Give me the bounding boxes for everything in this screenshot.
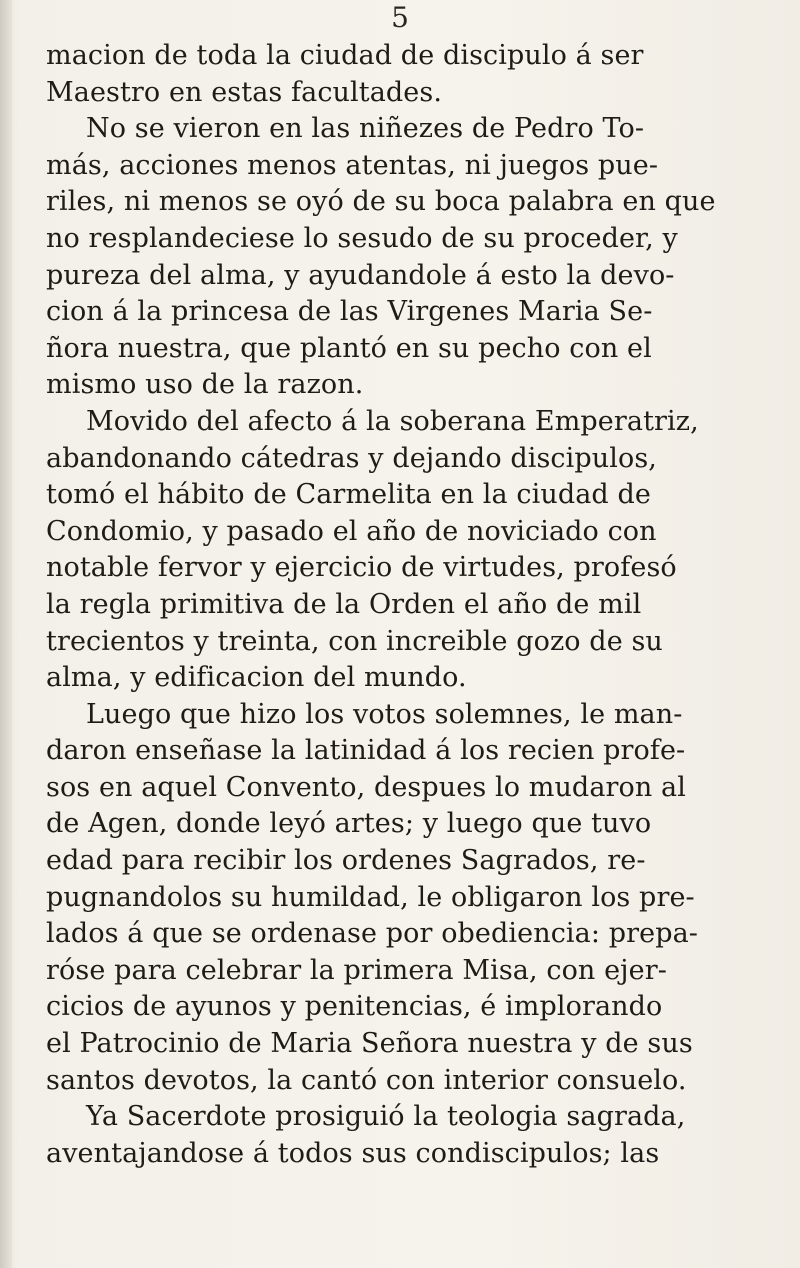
text-line: abandonando cátedras y dejando discipulos,: [46, 442, 657, 474]
text-line: tomó el hábito de Carmelita en la ciudad de: [46, 479, 651, 511]
text-line: notable fervor y ejercicio de virtudes, profesó: [46, 552, 677, 584]
text-line: cicios de ayunos y penitencias, é implorando: [46, 991, 663, 1023]
text-line: pureza del alma, y ayudandole á esto la devo-: [46, 259, 675, 291]
text-line: Condomio, y pasado el año de noviciado con: [46, 515, 657, 547]
text-line: de Agen, donde leyó artes; y luego que tuvo: [46, 808, 652, 840]
text-line: cion á la princesa de las Virgenes Maria Se-: [46, 296, 653, 328]
text-line: edad para recibir los ordenes Sagrados, re-: [46, 845, 646, 877]
text-line: sos en aquel Convento, despues lo mudaron al: [46, 771, 686, 803]
text-line: róse para celebrar la primera Misa, con ejer-: [46, 954, 667, 986]
text-line: macion de toda la ciudad de discipulo á ser: [46, 40, 644, 71]
text-line: no resplandeciese lo sesudo de su proceder, y: [46, 222, 678, 254]
text-line: más, acciones menos atentas, ni juegos pue-: [46, 149, 659, 181]
text-line: aventajandose á todos sus condiscipulos; las: [46, 1137, 660, 1169]
text-line: el Patrocinio de Maria Señora nuestra y de sus: [46, 1028, 693, 1060]
text-line: Maestro en estas facultades.: [46, 76, 443, 108]
text-line: pugnandolos su humildad, le obligaron los pre-: [46, 881, 695, 913]
text-line: Luego que hizo los votos solemnes, le man-: [86, 698, 683, 730]
text-line: riles, ni menos se oyó de su boca palabra en que: [46, 186, 716, 218]
text-line: lados á que se ordenase por obediencia: prepa-: [46, 918, 699, 950]
page-number: 5: [391, 1, 409, 34]
page-gutter: [0, 0, 12, 1268]
text-line: No se vieron en las niñezes de Pedro To-: [86, 113, 645, 145]
text-line: alma, y edificacion del mundo.: [46, 662, 467, 694]
text-line: Movido del afecto á la soberana Emperatriz,: [86, 405, 699, 437]
text-line: santos devotos, la cantó con interior consuelo.: [46, 1064, 687, 1096]
text-line: Ya Sacerdote prosiguió la teologia sagrada,: [86, 1101, 686, 1133]
text-line: daron enseñase la latinidad á los recien profe-: [46, 735, 686, 767]
text-line: trecientos y treinta, con increible gozo de su: [46, 625, 663, 657]
text-line: ñora nuestra, que plantó en su pecho con el: [46, 332, 652, 364]
text-line: la regla primitiva de la Orden el año de mil: [46, 588, 642, 620]
text-line: mismo uso de la razon.: [46, 369, 364, 401]
body-text: [46, 38, 786, 1172]
